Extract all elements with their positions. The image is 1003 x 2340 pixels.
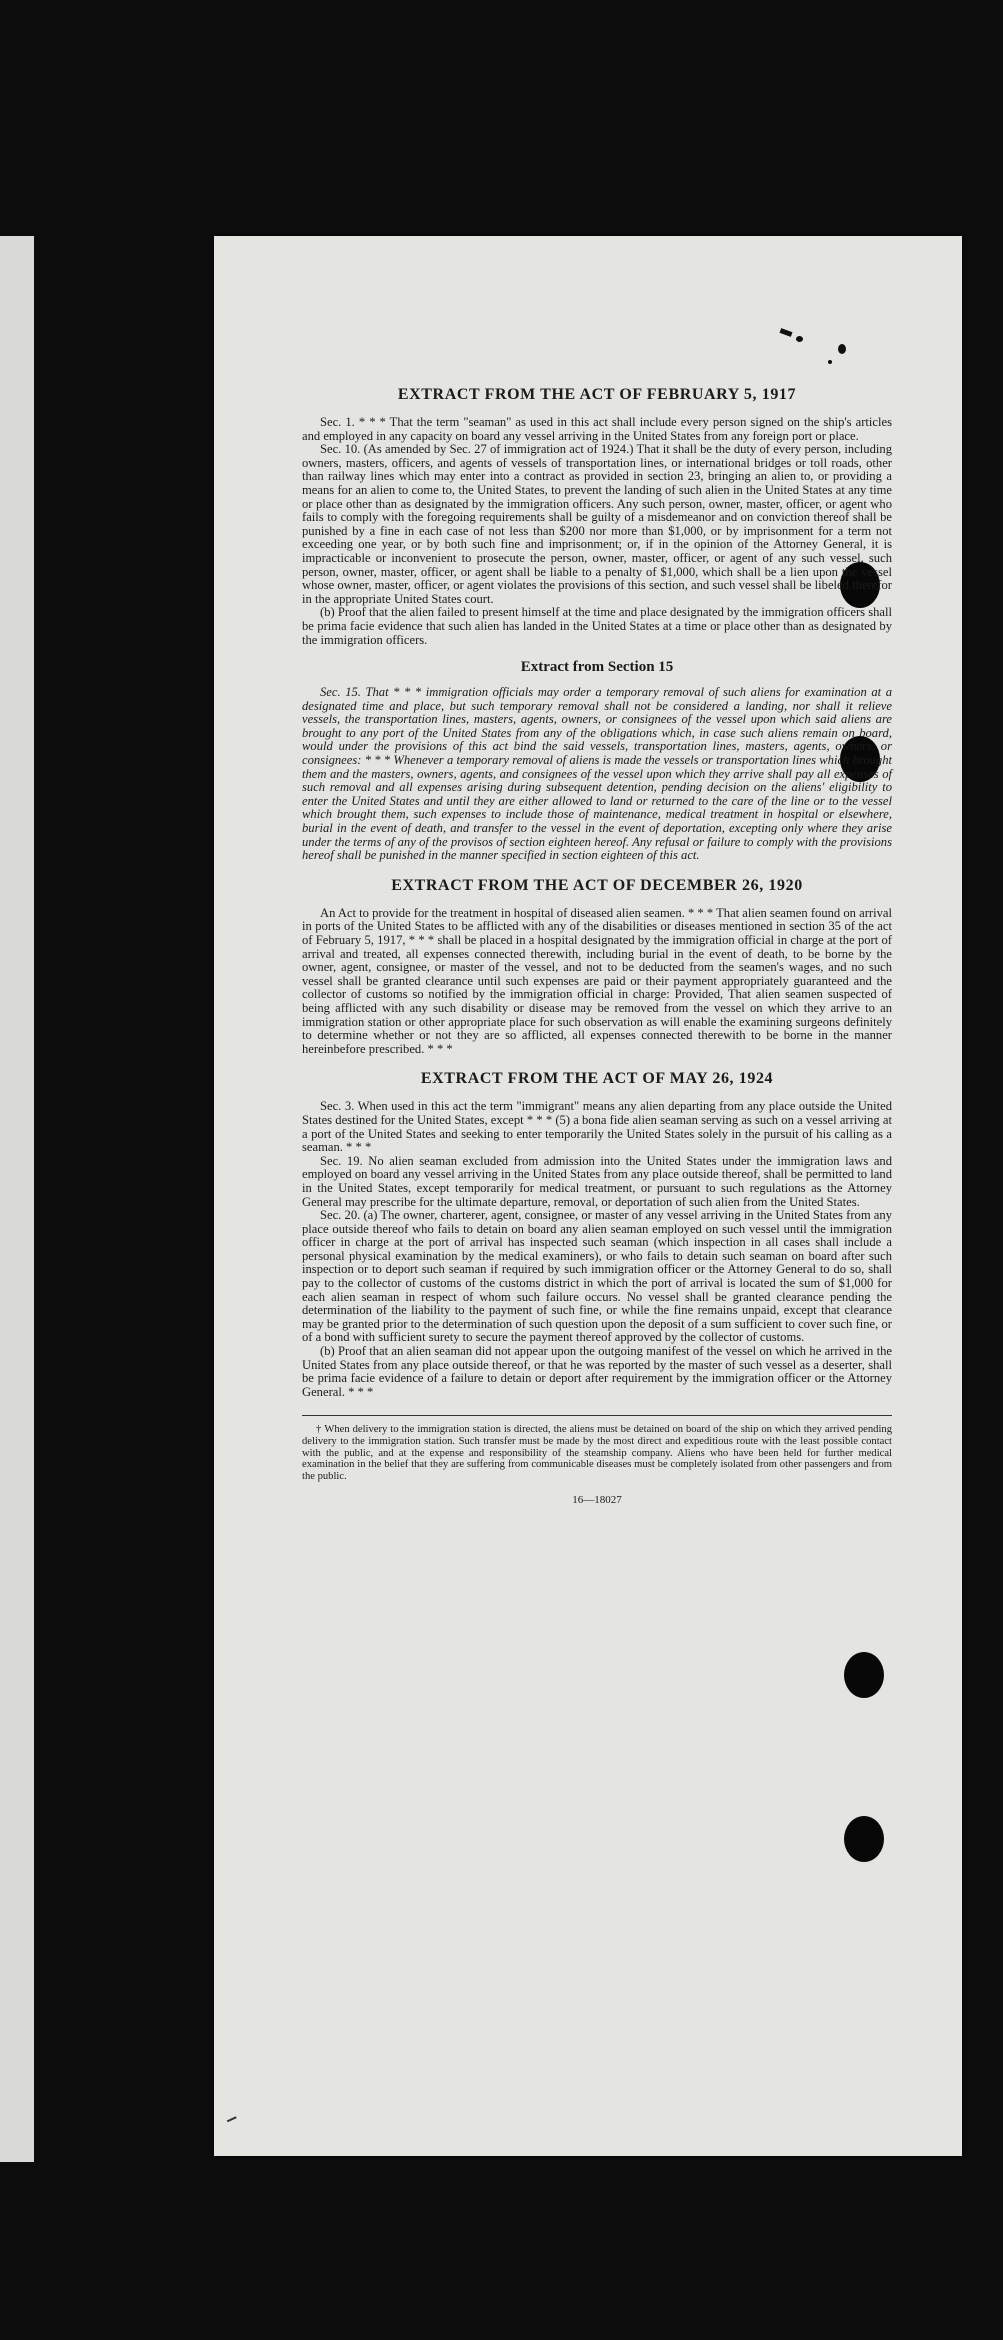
paragraph-sec-19: Sec. 19. No alien seaman excluded from admission into the United States under the immigration laws and employed on board any vessel arriving in the United States from any place outside thereof, shall be permitted to land in the United States, except temporarily for medical treatment, or pursuant to such regulations as the Attorney General may prescribe for the ultimate departure, removal, or deportation of such alien from the United States. <box>302 1153 892 1209</box>
paragraph-act-1920: An Act to provide for the treatment in hospital of diseased alien seamen. * * * That alien seamen found on arrival in ports of the United States to be afflicted with any of the disabilities or diseases mentioned in section 35 of the act of February 5, 1917, * * * shall be placed in a hospital designated by the immigration official in charge at the port of arrival and treated, all expenses connected therewith, including burial in the event of death, to be borne by the owner, agent, consignee, or master of the vessel, and not to be deducted from the seamen's wages, and no such vessel shall be granted clearance until such expenses are paid or their payment appropriately guaranteed and the collector of customs so notified by the immigration official in charge: Provided, That alien seamen suspected of being afflicted with any such disability or disease may be removed from the vessel on which they arrive to an immigration station or other appropriate place for such observation as will enable the examining surgeons definitely to determine whether or not they are so afflicted, all expenses connected therewith to be borne in the manner hereinbefore prescribed. * * * <box>302 905 892 1056</box>
paragraph-sec-3: Sec. 3. When used in this act the term "immigrant" means any alien departing from any place outside the United States destined for the United States, except * * * (5) a bona fide alien seaman serving as such on a vessel arriving at a port of the United States and seeking to enter temporarily the United States solely in the pursuit of his calling as a seaman. * * * <box>302 1099 892 1155</box>
form-number: 16—18027 <box>572 1494 622 1507</box>
ink-speck <box>796 336 803 342</box>
punch-hole <box>844 1652 884 1698</box>
paragraph-sec-20a: Sec. 20. (a) The owner, charterer, agent, consignee, or master of any vessel arriving in the United States from any place outside thereof who fails to detain on board any alien seaman employed on such vessel until the immigration officer in charge at the port of arrival has inspected such seaman (which inspection in all cases shall include a personal physical examination by the medical examiners), or who fails to detain such seaman on board after such inspection or to deport such seaman if required by such immigration officer or the Attorney General to do so, shall pay to the collector of customs of the customs district in which the port of arrival is located the sum of $1,000 for each alien seaman in respect of whom such failure occurs. No vessel shall be granted clearance pending the determination of the liability to the payment of such fine, or while the fine remains unpaid, except that clearance may be granted prior to the determination of such question upon the deposit of a sum sufficient to cover such fine, or of a bond with sufficient surety to secure the payment thereof approved by the collector of customs. <box>302 1208 892 1345</box>
heading-act-1917: EXTRACT FROM THE ACT OF FEBRUARY 5, 1917 <box>397 386 797 403</box>
heading-section-15: Extract from Section 15 <box>520 659 674 676</box>
ink-speck <box>828 360 832 364</box>
paragraph-sec-10: Sec. 10. (As amended by Sec. 27 of immigration act of 1924.) That it shall be the duty of every person, including owners, masters, officers, and agents of vessels of transportation lines, or international bridges or toll roads, other than railway lines which may enter into a contract as provided in section 23, bringing an alien to, or providing a means for an alien to come to, the United States, to prevent the landing of such alien in the United States at any time or place other than as designated by the immigration officers. Any such person, owner, master, officer, or agent who fails to comply with the foregoing requirements shall be guilty of a misdemeanor and on conviction thereof shall be punished by a fine in each case of not less than $200 nor more than $1,000, or by imprisonment for a term not exceeding one year, or by both such fine and imprisonment; or, if in the opinion of the Attorney General, it is impracticable or inconvenient to prosecute the person, owner, master, officer, or agent of any such vessel, such person, owner, master, officer, or agent shall be liable to a penalty of $1,000, which shall be a lien upon the vessel whose owner, master, officer, or agent violates the provisions of this section, and such vessel shall be libeled therefor in the appropriate United States court. <box>302 442 892 606</box>
paragraph-sec-15: Sec. 15. That * * * immigration officials may order a temporary removal of such aliens for examination at a designated time and place, but such temporary removal shall not be considered a landing, nor shall it relieve vessels, the transportation lines, masters, agents, owners, or consignees of the vessel upon which said aliens are brought to any port of the United States from any of the obligations which, in case such aliens remain on board, would under the provisions of this act bind the said vessels, transportation lines, masters, agents, owners, or consignees: * * * Whenever a temporary removal of aliens is made the vessels or transportation lines which brought them and the masters, owners, agents, and consignees of the vessel upon which they arrive shall pay all expenses of such removal and all expenses arising during subsequent detention, pending decision on the aliens' eligibility to enter the United States and until they are either allowed to land or returned to the care of the line or to the vessel which brought them, such expenses to include those of maintenance, medical treatment in hospital or elsewhere, burial in the event of death, and transfer to the vessel in the event of deportation, excepting only where they arise under the terms of any of the provisos of section eighteen hereof. Any refusal or failure to comply with the provisions hereof shall be punished in the manner specified in section eighteen of this act. <box>302 685 892 863</box>
paragraph-sec-1: Sec. 1. * * * That the term "seaman" as used in this act shall include every person signed on the ship's articles and employed in any capacity on board any vessel arriving in the United States from any foreign port or place. <box>302 415 892 443</box>
ink-speck <box>780 328 793 337</box>
paragraph-sec-10b: (b) Proof that the alien failed to present himself at the time and place designated by the immigration officers shall be prima facie evidence that such alien has landed in the United States at a time or place other than as designated by the immigration officers. <box>302 605 892 647</box>
heading-act-1924: EXTRACT FROM THE ACT OF MAY 26, 1924 <box>420 1070 774 1088</box>
document-text <box>302 386 892 1506</box>
paragraph-sec-20b: (b) Proof that an alien seaman did not appear upon the outgoing manifest of the vessel on which he arrived in the United States from any place outside thereof, or that he was reported by the master of such vessel as a deserter, shall be prima facie evidence of a failure to detain or deport after requirement by the immigration officer or the Attorney General. * * * <box>302 1344 892 1399</box>
punch-hole <box>844 1816 884 1862</box>
adjacent-page-edge <box>0 236 34 2162</box>
footnote: † When delivery to the immigration station is directed, the aliens must be detained on board of the ship on which they arrived pending delivery to the immigration station. Such transfer must be made by the most direct and expeditious route with the least possible contact with the public, and at the expense and responsibility of the steamship company. Aliens who have been held for further medical examination in the belief that they are suffering from communicable diseases must be completely isolated from other passengers and from the public. <box>302 1424 892 1482</box>
document-page <box>214 236 962 2156</box>
ink-speck <box>838 344 846 354</box>
footnote-divider <box>302 1415 892 1416</box>
corner-mark <box>227 2116 239 2127</box>
heading-act-1920: EXTRACT FROM THE ACT OF DECEMBER 26, 1920 <box>391 876 803 894</box>
